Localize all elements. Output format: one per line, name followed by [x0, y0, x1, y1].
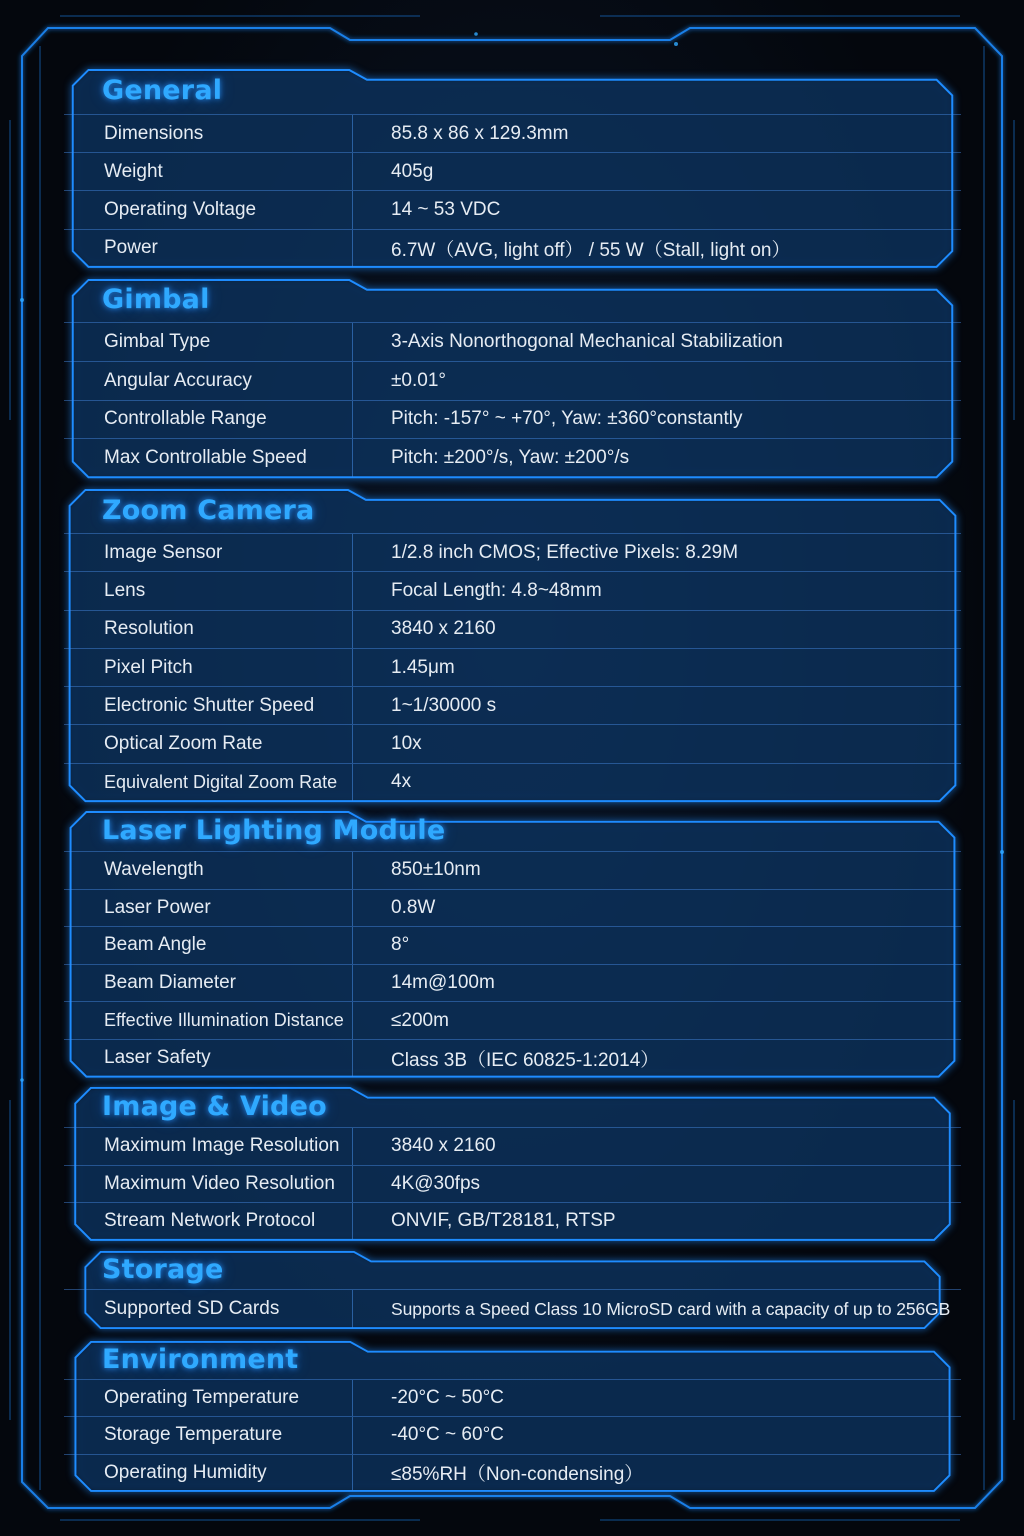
spec-value: Pitch: ±200°/s, Yaw: ±200°/s — [352, 439, 961, 477]
spec-value: 14m@100m — [352, 965, 961, 1002]
spec-label: Laser Power — [104, 896, 211, 918]
section-environment — [64, 1340, 961, 1493]
spec-value: ONVIF, GB/T28181, RTSP — [352, 1203, 961, 1240]
spec-label: Operating Humidity — [104, 1461, 267, 1483]
table-row — [64, 400, 961, 439]
spec-value: Class 3B（IEC 60825-1:2014） — [352, 1040, 961, 1077]
spec-table — [64, 1127, 961, 1240]
spec-value: -40°C ~ 60°C — [352, 1417, 961, 1453]
spec-label: Laser Safety — [104, 1047, 211, 1069]
spec-value: ≤85%RH（Non-condensing） — [352, 1455, 961, 1491]
table-row — [64, 851, 961, 889]
spec-label: Pixel Pitch — [104, 656, 193, 678]
spec-label: Image Sensor — [104, 541, 223, 563]
spec-label: Beam Diameter — [104, 972, 236, 994]
spec-label: Wavelength — [104, 859, 204, 881]
spec-label: Stream Network Protocol — [104, 1210, 316, 1232]
spec-value: 1~1/30000 s — [352, 687, 961, 724]
table-row — [64, 648, 961, 686]
spec-label: Maximum Video Resolution — [104, 1172, 335, 1194]
table-row — [64, 1165, 961, 1203]
table-row — [64, 1289, 961, 1328]
section-image-and-video — [64, 1086, 961, 1242]
spec-label: Angular Accuracy — [104, 369, 252, 391]
table-row — [64, 686, 961, 724]
spec-label: Beam Angle — [104, 934, 207, 956]
spec-label: Operating Temperature — [104, 1387, 300, 1409]
spec-value: 850±10nm — [352, 852, 961, 889]
spec-label: Weight — [104, 160, 163, 182]
table-row — [64, 190, 961, 228]
spec-value: 1.45μm — [352, 649, 961, 686]
spec-label: Maximum Image Resolution — [104, 1135, 340, 1157]
table-row — [64, 533, 961, 571]
section-title: Environment — [102, 1344, 299, 1375]
spec-label: Operating Voltage — [104, 198, 257, 220]
spec-label: Equivalent Digital Zoom Rate — [104, 771, 338, 792]
spec-value: 3840 x 2160 — [352, 611, 961, 648]
spec-value: 10x — [352, 725, 961, 762]
table-row — [64, 1039, 961, 1077]
section-laser-lighting-module — [64, 810, 961, 1079]
table-row — [64, 229, 961, 267]
section-title: Zoom Camera — [102, 495, 315, 526]
spec-value: 3-Axis Nonorthogonal Mechanical Stabilization — [352, 323, 961, 361]
section-title: Image & Video — [102, 1091, 327, 1122]
table-row — [64, 114, 961, 152]
spec-label: Dimensions — [104, 122, 204, 144]
table-row — [64, 361, 961, 400]
spec-value: Focal Length: 4.8~48mm — [352, 572, 961, 609]
table-row — [64, 889, 961, 927]
spec-value: 4x — [352, 764, 961, 801]
spec-label: Lens — [104, 579, 146, 601]
spec-label: Electronic Shutter Speed — [104, 694, 315, 716]
spec-table — [64, 322, 961, 477]
table-row — [64, 1127, 961, 1165]
spec-value: ≤200m — [352, 1002, 961, 1039]
spec-table — [64, 1289, 961, 1328]
section-zoom-camera — [64, 488, 961, 803]
table-row — [64, 438, 961, 477]
spec-value: 3840 x 2160 — [352, 1128, 961, 1165]
spec-label: Controllable Range — [104, 408, 267, 430]
spec-label: Supported SD Cards — [104, 1298, 280, 1319]
table-row — [64, 964, 961, 1002]
spec-value: 85.8 x 86 x 129.3mm — [352, 115, 961, 152]
table-row — [64, 763, 961, 801]
spec-value: 405g — [352, 153, 961, 190]
spec-value: 4K@30fps — [352, 1166, 961, 1203]
spec-label: Effective Illumination Distance — [104, 1010, 344, 1031]
table-row — [64, 724, 961, 762]
table-row — [64, 1454, 961, 1491]
table-row — [64, 1001, 961, 1039]
spec-value: 0.8W — [352, 890, 961, 927]
spec-value: 6.7W（AVG, light off） / 55 W（Stall, light on） — [352, 230, 961, 267]
table-row — [64, 571, 961, 609]
section-title: Laser Lighting Module — [102, 815, 446, 846]
spec-label: Optical Zoom Rate — [104, 733, 263, 755]
spec-value: 8° — [352, 927, 961, 964]
section-general — [64, 68, 961, 269]
spec-label: Gimbal Type — [104, 330, 211, 352]
spec-table — [64, 114, 961, 267]
table-row — [64, 926, 961, 964]
section-title: Storage — [102, 1254, 224, 1285]
section-storage — [64, 1250, 961, 1330]
spec-table — [64, 1379, 961, 1491]
spec-label: Max Controllable Speed — [104, 447, 307, 469]
spec-value: -20°C ~ 50°C — [352, 1380, 961, 1416]
section-title: General — [102, 75, 223, 106]
spec-table — [64, 533, 961, 801]
spec-value: Supports a Speed Class 10 MicroSD card with a capacity of up to 256GB — [352, 1290, 961, 1328]
spec-value: ±0.01° — [352, 362, 961, 400]
section-gimbal — [64, 278, 961, 479]
spec-label: Resolution — [104, 618, 194, 640]
spec-label: Power — [104, 237, 158, 259]
section-title: Gimbal — [102, 284, 210, 315]
table-row — [64, 610, 961, 648]
spec-table — [64, 851, 961, 1077]
spec-value: 14 ~ 53 VDC — [352, 191, 961, 228]
spec-label: Storage Temperature — [104, 1424, 283, 1446]
spec-value: Pitch: -157° ~ +70°, Yaw: ±360°constantly — [352, 401, 961, 439]
table-row — [64, 1379, 961, 1416]
table-row — [64, 152, 961, 190]
spec-value: 1/2.8 inch CMOS; Effective Pixels: 8.29M — [352, 534, 961, 571]
table-row — [64, 1416, 961, 1453]
table-row — [64, 1202, 961, 1240]
table-row — [64, 322, 961, 361]
